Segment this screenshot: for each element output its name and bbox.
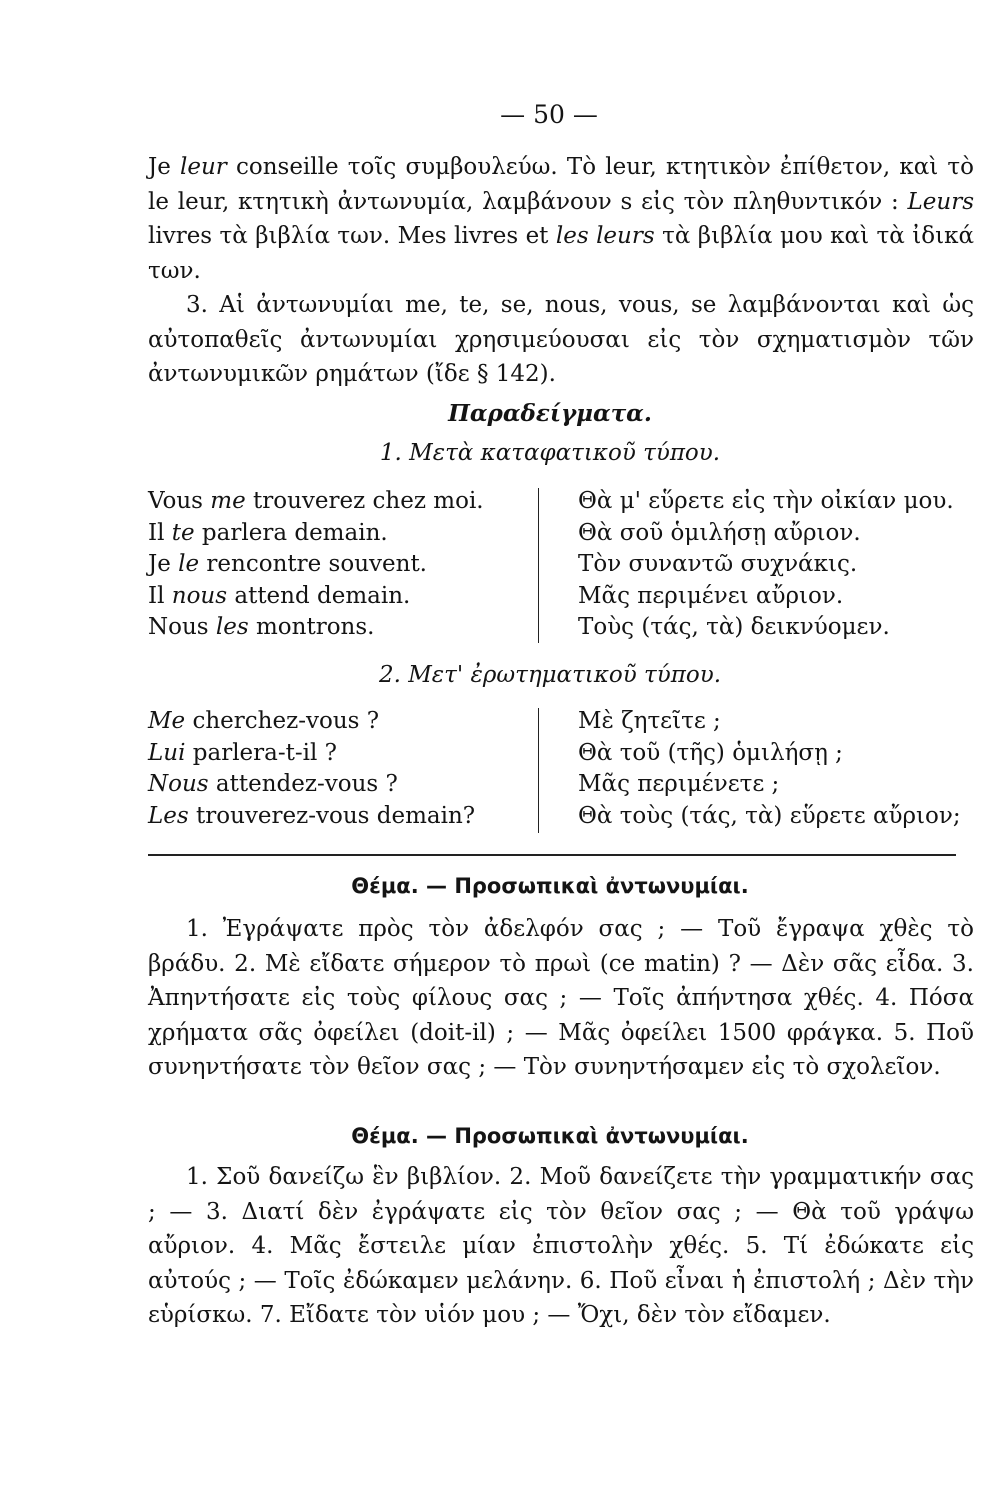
french-example: Les trouverez-vous demain? [148, 802, 476, 829]
examples-title: Παραδείγματα. [448, 400, 652, 427]
theme-1-text: 1. Ἐγράψατε πρὸς τὸν ἀδελφόν σας ; — Τοῦ ἔγραψα χθὲς τὸ βράδυ. 2. Μὲ εἴδατε σήμερον τὸ πρωὶ (ce matin) ? — Δὲν σᾶς εἶδα. 3. Ἀπηντήσατε εἰς τοὺς φίλους σας ; — Τοῖς ἀπήντησα χθές. 4. Πόσα χρήματα σᾶς ὀφείλει (doit-il) ; — Μᾶς ὀφείλει 1500 φράγκα. 5. Ποῦ συνηντήσατε τὸν θεῖον σας ; — Τὸν συνηντήσαμεν εἰς τὸ σχολεῖον. [148, 916, 974, 1080]
greek-column [578, 486, 978, 644]
french-example: Me cherchez-vous ? [148, 708, 380, 734]
french-example: Il nous attend demain. [148, 582, 411, 609]
column-divider [538, 488, 539, 643]
horizontal-rule [148, 854, 956, 856]
french-example: Vous me trouverez chez moi. [148, 488, 484, 514]
greek-translation: Θὰ τοῦ (τῆς) ὁμιλήσῃ ; [578, 739, 843, 766]
french-example: Nous attendez-vous ? [148, 771, 398, 797]
section-1-table [148, 486, 974, 646]
greek-translation: Μᾶς περιμένει αὔριον. [578, 582, 844, 609]
theme-2-text: 1. Σοῦ δανείζω ἓν βιβλίον. 2. Μοῦ δανείζετε τὴν γραμματικήν σας ; — 3. Διατί δὲν ἐγράψατε εἰς τὸν θεῖον σας ; — Θὰ τοῦ γράψω αὔριον. 4. Μᾶς ἔστειλε μίαν ἐπιστολὴν χθές. 5. Τί ἐδώκατε εἰς αὐτούς ; — Τοῖς ἐδώκαμεν μελάνην. 6. Ποῦ εἶναι ἡ ἐπιστολή ; Δὲν τὴν εὑρίσκω. 7. Εἴδατε τὸν υἱόν μου ; — Ὄχι, δὲν τὸν εἴδαμεν. [148, 1164, 974, 1328]
french-column [148, 486, 528, 644]
greek-translation: Τοὺς (τάς, τὰ) δεικνύομεν. [578, 614, 890, 640]
theme-1-title: Θέμα. — Προσωπικαὶ ἀντωνυμίαι. [351, 874, 749, 898]
rule-3-paragraph: 3. Αἱ ἀντωνυμίαι me, te, se, nous, vous, se λαμβάνονται καὶ ὡς αὐτοπαθεῖς ἀντωνυμίαι χρησιμεύουσαι εἰς τὸν σχηματισμὸν τῶν ἀντωνυμικῶν ρημάτων (ἴδε § 142). [148, 292, 974, 387]
greek-translation: Τὸν συναντῶ συχνάκις. [578, 551, 858, 577]
section-2-title: 2. Μετ' ἐρωτηματικοῦ τύπου. [378, 662, 722, 688]
french-example: Il te parlera demain. [148, 519, 388, 546]
french-example: Nous les montrons. [148, 614, 375, 640]
french-example: Lui parlera-t-il ? [148, 739, 338, 766]
greek-translation: Θὰ μ' εὕρετε εἰς τὴν οἰκίαν μου. [578, 488, 954, 514]
french-example: Je le rencontre souvent. [148, 551, 427, 577]
section-2-table [148, 706, 974, 836]
section-1-title: 1. Μετὰ καταφατικοῦ τύπου. [379, 440, 721, 466]
greek-translation: Μὲ ζητεῖτε ; [578, 708, 721, 734]
french-column [148, 706, 528, 832]
page-number: — 50 — [500, 100, 598, 129]
greek-translation: Θὰ σοῦ ὁμιλήσῃ αὔριον. [578, 519, 861, 546]
greek-translation: Θὰ τοὺς (τάς, τὰ) εὕρετε αὔριον; [578, 802, 961, 829]
intro-paragraph: Je leur conseille τοῖς συμβουλεύω. Τὸ leur, κτητικὸν ἐπίθετον, καὶ τὸ le leur, κτητικὴ ἀντωνυμία, λαμβάνουν s εἰς τὸν πληθυντικόν : Leurs livres τὰ βιβλία των. Mes livres et les leurs τὰ βιβλία μου καὶ τὰ ἰδικά των. [148, 154, 975, 284]
column-divider [538, 708, 539, 833]
greek-column [578, 706, 978, 832]
greek-translation: Μᾶς περιμένετε ; [578, 771, 780, 797]
theme-2-title: Θέμα. — Προσωπικαὶ ἀντωνυμίαι. [351, 1124, 749, 1148]
